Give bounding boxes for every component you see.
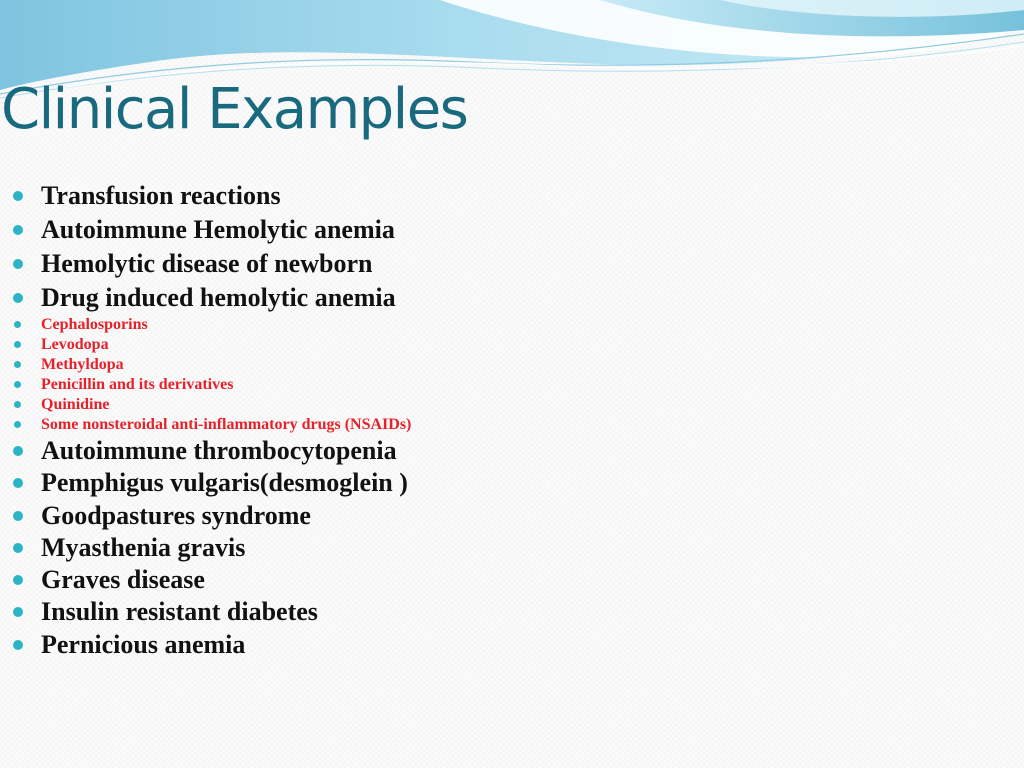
list-item-text: Autoimmune thrombocytopenia — [41, 436, 397, 465]
drug-sub-item — [0, 335, 1000, 355]
bullet-dot-icon — [14, 321, 21, 328]
bullet-dot-icon — [13, 640, 23, 650]
list-item — [0, 281, 1000, 315]
list-item — [0, 247, 1000, 281]
slide-title: Clinical Examples — [1, 77, 468, 142]
list-item — [0, 596, 1000, 628]
drug-sub-item — [0, 315, 1000, 335]
drug-sub-item — [0, 395, 1000, 415]
drug-sub-item — [0, 375, 1000, 395]
bullet-dot-icon — [13, 225, 23, 235]
list-item — [0, 179, 1000, 213]
bullet-dot-icon — [13, 543, 23, 553]
list-item — [0, 532, 1000, 564]
list-item-text: Myasthenia gravis — [41, 532, 246, 562]
list-item — [0, 500, 1000, 532]
bullet-dot-icon — [13, 259, 23, 269]
list-item-text: Hemolytic disease of newborn — [41, 249, 373, 278]
bullet-dot-icon — [14, 381, 21, 388]
list-item — [0, 435, 1000, 467]
list-item-text: Transfusion reactions — [41, 181, 281, 210]
bullet-dot-icon — [13, 446, 23, 456]
drug-name: Cephalosporins — [41, 316, 148, 333]
drug-sub-item — [0, 355, 1000, 375]
bullet-dot-icon — [14, 361, 21, 368]
bullet-dot-icon — [14, 421, 21, 428]
drug-name: Penicillin and its derivatives — [41, 376, 234, 393]
list-item — [0, 564, 1000, 596]
list-item-text: Graves disease — [41, 565, 205, 595]
drug-name: Quinidine — [41, 396, 110, 413]
drug-name: Some nonsteroidal anti-inflammatory drugs (NSAIDs) — [41, 416, 412, 433]
bullet-dot-icon — [13, 478, 23, 488]
list-item-text: Autoimmune Hemolytic anemia — [41, 215, 395, 244]
bullet-dot-icon — [14, 401, 21, 408]
bullet-dot-icon — [13, 575, 23, 585]
bullet-dot-icon — [13, 607, 23, 617]
list-item-text: Drug induced hemolytic anemia — [41, 283, 396, 312]
list-item — [0, 213, 1000, 247]
list-item-text: Pernicious anemia — [41, 629, 246, 659]
bullet-list — [0, 179, 1000, 661]
list-item-text: Pemphigus vulgaris(desmoglein ) — [41, 468, 408, 498]
bullet-dot-icon — [13, 293, 23, 303]
list-item — [0, 467, 1000, 499]
drug-name: Levodopa — [41, 336, 109, 353]
bullet-dot-icon — [13, 511, 23, 521]
bullet-dot-icon — [13, 191, 23, 201]
drug-name: Methyldopa — [41, 356, 124, 373]
drug-sub-item — [0, 415, 1000, 435]
list-item-text: Goodpastures syndrome — [41, 500, 311, 530]
bullet-dot-icon — [14, 341, 21, 348]
list-item — [0, 629, 1000, 661]
list-item-text: Insulin resistant diabetes — [41, 597, 318, 627]
